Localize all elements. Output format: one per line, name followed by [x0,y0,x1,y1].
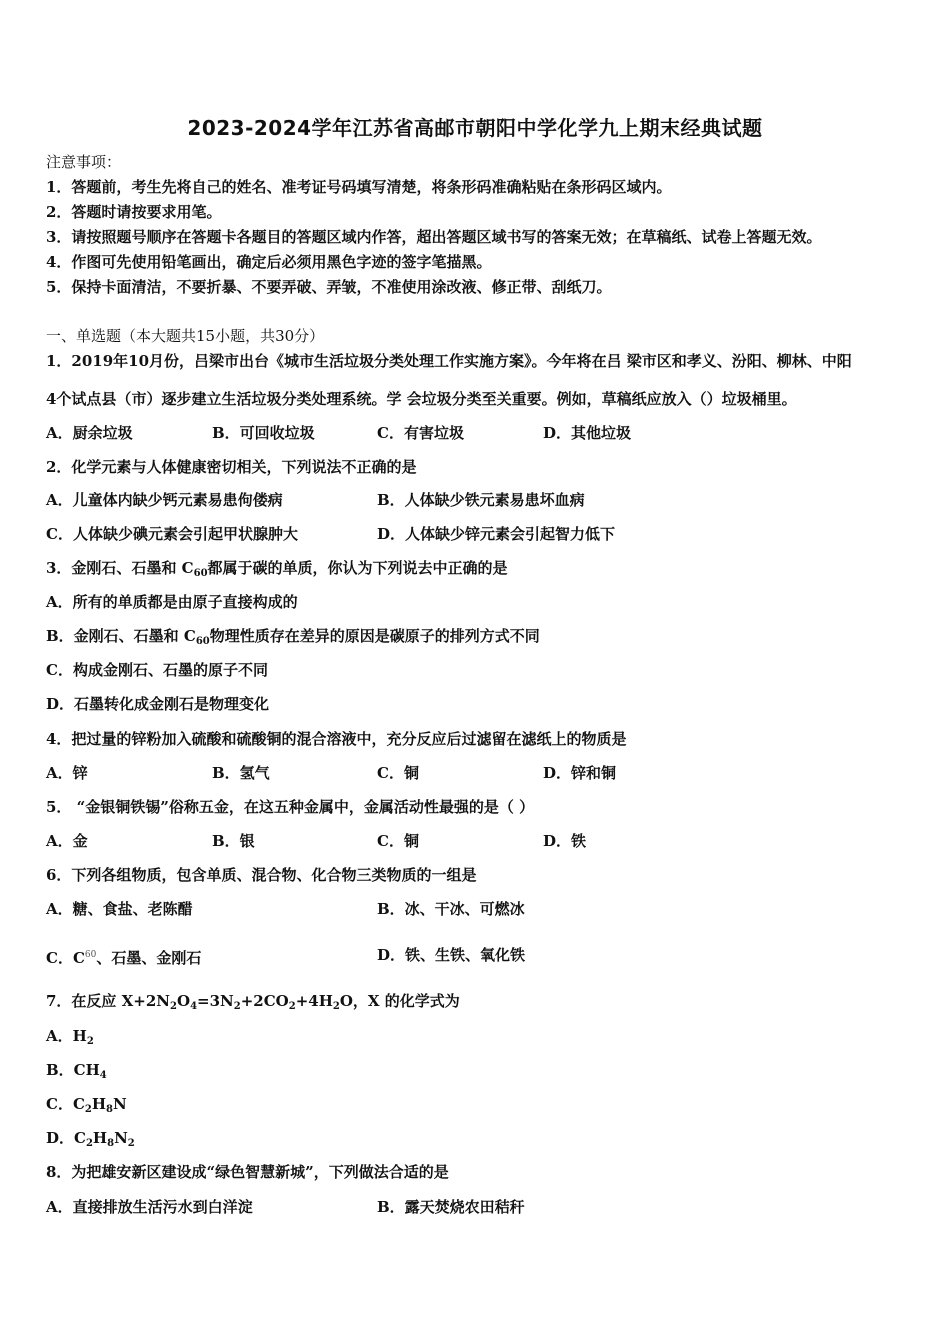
q8-stem: 8．为把雄安新区建设成“绿色智慧新城”，下列做法合适的是 [46,1163,449,1181]
q4-option-b: B．氢气 [212,764,270,782]
q5-option-a: A．金 [46,832,88,850]
q7-option-c: C．$C_2H_8N$ [46,1095,127,1115]
q4-option-c: C．铜 [377,764,419,782]
q3-stem: 3．金刚石、石墨和 $C_{60}$都属于碳的单质，你认为下列说去中正确的是 [46,559,508,579]
q1-option-b: B．可回收垃圾 [212,424,315,442]
q6-option-a: A．糖、食盐、老陈醋 [46,900,193,918]
q7-option-a: A．$H_2$ [46,1027,94,1047]
q7-option-b: B．$CH_4$ [46,1061,107,1081]
q2-option-d: D．人体缺少锌元素会引起智力低下 [377,525,616,543]
q1-option-a: A．厨余垃圾 [46,424,133,442]
q2-option-c: C．人体缺少碘元素会引起甲状腺肿大 [46,525,298,543]
notice-item-5: 5．保持卡面清洁，不要折暴、不要弄破、弄皱，不准使用涂改液、修正带、刮纸刀。 [46,278,612,296]
q7-stem: 7．在反应 $X+2N_2O_4=3N_2+2CO_2+4H_2O$，X 的化学式为 [46,992,460,1012]
q2-stem: 2．化学元素与人体健康密切相关，下列说法不正确的是 [46,458,417,476]
q5-option-c: C．铜 [377,832,419,850]
notice-heading: 注意事项： [46,153,122,171]
q7-option-d: D．$C_2H_8N_2$ [46,1129,135,1149]
q8-option-a: A．直接排放生活污水到白洋淀 [46,1198,253,1216]
q1-stem-line1: 1．2019年10月份，吕梁市出台《城市生活垃圾分类处理工作实施方案》。今年将在吕 梁市区和孝义、汾阳、柳林、中阳 [46,352,852,370]
q4-stem: 4．把过量的锌粉加入硫酸和硫酸铜的混合溶液中，充分反应后过滤留在滤纸上的物质是 [46,730,627,748]
notice-item-3: 3．请按照题号顺序在答题卡各题目的答题区域内作答，超出答题区域书写的答案无效；在草稿纸、试卷上答题无效。 [46,228,822,246]
section-heading: 一、单选题（本大题共15小题，共30分） [46,327,325,345]
q6-stem: 6．下列各组物质，包含单质、混合物、化合物三类物质的一组是 [46,866,477,884]
notice-item-2: 2．答题时请按要求用笔。 [46,203,222,221]
q6-option-d: D．铁、生铁、氧化铁 [377,946,526,964]
q3-option-d: D．石墨转化成金刚石是物理变化 [46,695,270,713]
page-title: 2023-2024学年江苏省高邮市朝阳中学化学九上期末经典试题 [187,116,763,140]
q5-stem: 5． “金银铜铁锡”俗称五金，在这五种金属中，金属活动性最强的是（ ） [46,798,535,816]
q3-option-b: B．金刚石、石墨和 $C_{60}$物理性质存在差异的原因是碳原子的排列方式不同 [46,627,540,647]
q5-option-b: B．银 [212,832,255,850]
q6-option-c: C．$C^{60}$、石墨、金刚石 [46,949,202,967]
q4-option-d: D．锌和铜 [543,764,617,782]
notice-item-4: 4．作图可先使用铅笔画出，确定后必须用黑色字迹的签字笔描黑。 [46,253,492,271]
q6-option-b: B．冰、干冰、可燃冰 [377,900,525,918]
q2-option-b: B．人体缺少铁元素易患坏血病 [377,491,585,509]
q1-stem-line2: 4个试点县（市）逐步建立生活垃圾分类处理系统。学 会垃圾分类至关重要。例如，草稿纸应放入（）垃圾桶里。 [46,390,797,408]
q3-option-a: A．所有的单质都是由原子直接构成的 [46,593,298,611]
q2-option-a: A．儿童体内缺少钙元素易患佝偻病 [46,491,283,509]
q5-option-d: D．铁 [543,832,587,850]
q8-option-b: B．露天焚烧农田秸秆 [377,1198,525,1216]
q4-option-a: A．锌 [46,764,88,782]
q1-option-d: D．其他垃圾 [543,424,632,442]
q3-option-c: C．构成金刚石、石墨的原子不同 [46,661,268,679]
q1-option-c: C．有害垃圾 [377,424,464,442]
notice-item-1: 1．答题前，考生先将自己的姓名、准考证号码填写清楚，将条形码准确粘贴在条形码区域内。 [46,178,672,196]
